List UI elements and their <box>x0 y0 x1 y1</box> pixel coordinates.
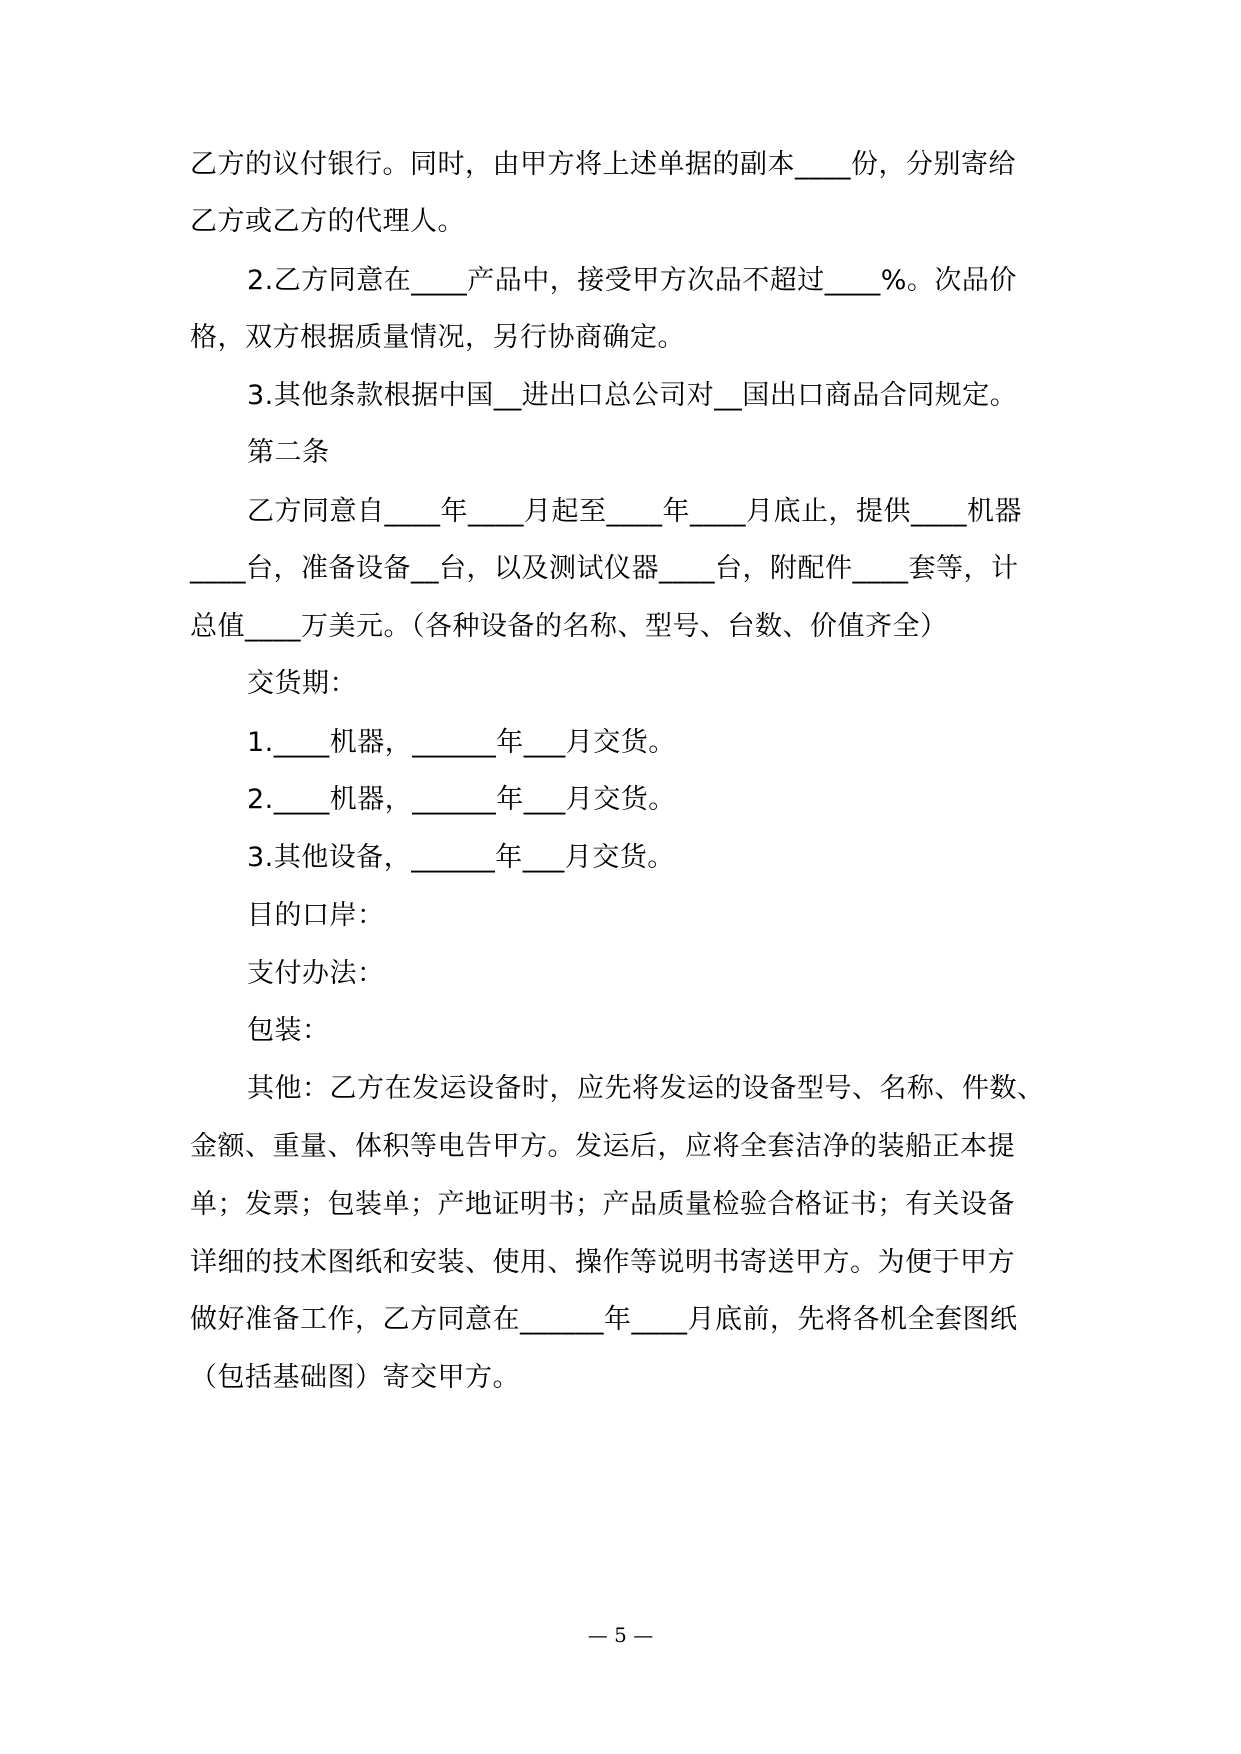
text-line-8: ____台，准备设备__台，以及测试仪器____台，附配件____套等，计 <box>190 553 1019 584</box>
text-line-2: 乙方或乙方的代理人。 <box>190 206 465 237</box>
text-line-4: 格，双方根据质量情况，另行协商确定。 <box>190 322 685 353</box>
text-line-1: 乙方的议付银行。同时，由甲方将上述单据的副本____份，分别寄给 <box>190 149 1016 180</box>
text-line-3: 2.乙方同意在____产品中，接受甲方次品不超过____%。次品价 <box>247 265 1017 296</box>
text-line-16: 包装： <box>247 1015 330 1046</box>
text-line-10: 交货期： <box>247 668 357 699</box>
text-line-14: 目的口岸： <box>247 900 385 931</box>
text-line-5: 3.其他条款根据中国__进出口总公司对__国出口商品合同规定。 <box>247 380 1018 411</box>
text-line-18: 金额、重量、体积等电告甲方。发运后，应将全套洁净的装船正本提 <box>190 1131 1015 1162</box>
text-line-19: 单；发票；包装单；产地证明书；产品质量检验合格证书；有关设备 <box>190 1189 1015 1220</box>
text-line-20: 详细的技术图纸和安装、使用、操作等说明书寄送甲方。为便于甲方 <box>190 1247 1015 1278</box>
text-line-7: 乙方同意自____年____月起至____年____月底止，提供____机器 <box>247 496 1022 527</box>
page-number: — 5 — <box>587 1623 654 1647</box>
section-heading: 第二条 <box>247 437 330 468</box>
text-line-12: 2.____机器，______年___月交货。 <box>247 784 676 815</box>
text-line-17: 其他：乙方在发运设备时，应先将发运的设备型号、名称、件数、 <box>247 1073 1045 1104</box>
text-line-13: 3.其他设备，______年___月交货。 <box>247 842 675 873</box>
text-line-22: （包括基础图）寄交甲方。 <box>190 1362 520 1393</box>
text-line-11: 1.____机器，______年___月交货。 <box>247 727 676 758</box>
text-line-21: 做好准备工作，乙方同意在______年____月底前，先将各机全套图纸 <box>190 1304 1018 1335</box>
text-line-9: 总值____万美元。（各种设备的名称、型号、台数、价值齐全） <box>190 611 948 642</box>
text-line-15: 支付办法： <box>247 958 385 989</box>
